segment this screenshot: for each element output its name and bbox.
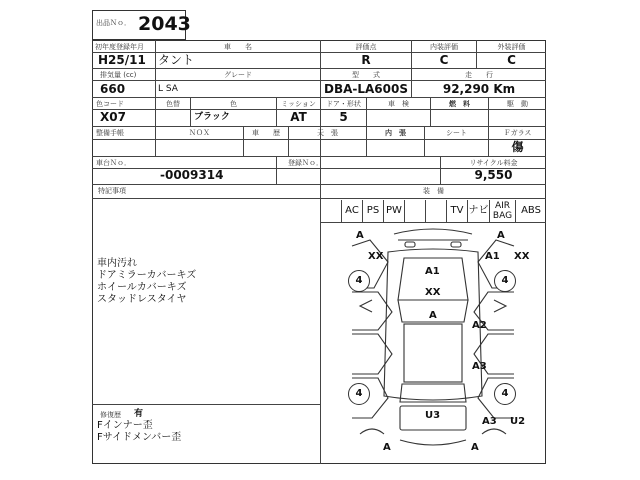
damage-mark: XX <box>425 287 441 298</box>
inner-trim-label: 内 張 <box>385 129 406 137</box>
car-name-label: 車 名 <box>224 43 252 51</box>
seat-label: シート <box>446 129 467 137</box>
damage-mark: A1 <box>425 266 440 277</box>
equipment-label: 装 備 <box>423 187 444 195</box>
tire-front-right: 4 <box>494 270 516 292</box>
lot-number-label: 出品Ｎｏ． <box>96 19 131 27</box>
grade-value: L SA <box>158 84 178 94</box>
color-label: 色 <box>230 100 237 108</box>
notes-list <box>97 258 196 306</box>
recycle-label: リサイクル料金 <box>469 159 518 167</box>
notes-label: 特記事項 <box>98 187 126 195</box>
score-value: R <box>361 53 371 67</box>
score-label: 評価点 <box>355 43 377 51</box>
damage-mark: A3 <box>472 361 487 372</box>
tire-front-left: 4 <box>348 270 370 292</box>
chassis-label: 車台Ｎｏ． <box>96 159 131 167</box>
model-label: 型 式 <box>352 71 380 79</box>
damage-mark: A <box>429 310 437 321</box>
damage-mark: U2 <box>510 416 526 427</box>
doors-value: 5 <box>339 110 348 124</box>
fuel-label: 燃 料 <box>449 100 470 108</box>
color-value: ブラック <box>194 112 230 122</box>
repair-list <box>97 420 181 444</box>
exterior-score-label: 外装評価 <box>497 43 526 51</box>
repair-line: Fサイドメンバー歪 <box>97 432 182 443</box>
equipment-ps: PS <box>362 200 383 222</box>
history-label: 車 歴 <box>252 129 280 137</box>
chassis-value: -0009314 <box>160 168 224 182</box>
damage-mark: A <box>356 230 364 241</box>
model-value: DBA-LA600S <box>324 82 408 96</box>
interior-score-label: 内装評価 <box>430 43 458 51</box>
color-change-label: 色替 <box>166 100 180 108</box>
equipment-blank-2 <box>425 200 446 222</box>
interior-score-value: C <box>439 53 449 67</box>
equipment-pw: PW <box>383 200 404 222</box>
equipment-ac: AC <box>341 200 362 222</box>
damage-mark: A <box>471 442 479 453</box>
mission-label: ミッション <box>281 100 316 108</box>
color-code-value: X07 <box>100 110 126 124</box>
repair-line: Fインナー歪 <box>97 420 153 431</box>
note-line: スタッドレスタイヤ <box>97 294 187 305</box>
mileage-label: 走 行 <box>465 71 493 79</box>
mileage-value: 92,290 Km <box>442 82 516 96</box>
mission-value: AT <box>290 110 307 124</box>
ceiling-label: 天 張 <box>317 129 338 137</box>
note-line: 車内汚れ <box>97 258 137 269</box>
doors-label: ドア・形状 <box>326 100 361 108</box>
recycle-value: 9,550 <box>474 168 513 182</box>
exterior-score-value: C <box>507 53 516 67</box>
note-line: ホイールカバーキズ <box>97 282 187 293</box>
drive-label: 駆 動 <box>507 100 528 108</box>
repair-value: 有 <box>134 409 144 419</box>
front-glass-value: 傷 <box>511 140 524 154</box>
damage-mark: A3 <box>482 416 497 427</box>
damage-mark: A2 <box>472 320 487 331</box>
reg-no-label: 登録Ｎｏ． <box>288 159 323 167</box>
service-manual-label: 整備手帳 <box>96 129 124 137</box>
equipment-blank <box>404 200 425 222</box>
note-line: ドアミラーカバーキズ <box>97 270 197 281</box>
lot-number: 2043 <box>138 13 191 35</box>
repair-label: 修復歴 <box>100 411 121 419</box>
tire-rear-right: 4 <box>494 383 516 405</box>
displacement-label: 排気量 (cc) <box>100 71 137 79</box>
damage-mark: XX <box>514 251 530 262</box>
displacement-value: 660 <box>100 82 126 96</box>
damage-mark: A <box>497 230 505 241</box>
damage-mark: U3 <box>425 410 441 421</box>
color-code-label: 色コード <box>96 100 124 108</box>
grade-label: グレード <box>224 71 252 79</box>
equipment-navi: ナビ <box>467 200 489 222</box>
car-name-value: タント <box>158 53 195 67</box>
reg-year-value: H25/11 <box>98 53 146 67</box>
inspection-label: 車 検 <box>388 100 409 108</box>
damage-mark: XX <box>368 251 384 262</box>
tire-rear-left: 4 <box>348 383 370 405</box>
reg-year-label: 初年度登録年月 <box>95 43 144 51</box>
equipment-airbag: AIR BAG <box>489 200 515 222</box>
damage-mark: A1 <box>485 251 500 262</box>
nox-label: ＮＯＸ <box>189 129 210 137</box>
front-glass-label: Ｆガラス <box>503 129 532 137</box>
equipment-abs: ABS <box>515 200 546 222</box>
damage-mark: A <box>383 442 391 453</box>
front-bumper <box>394 229 472 234</box>
equipment-tv: TV <box>446 200 467 222</box>
